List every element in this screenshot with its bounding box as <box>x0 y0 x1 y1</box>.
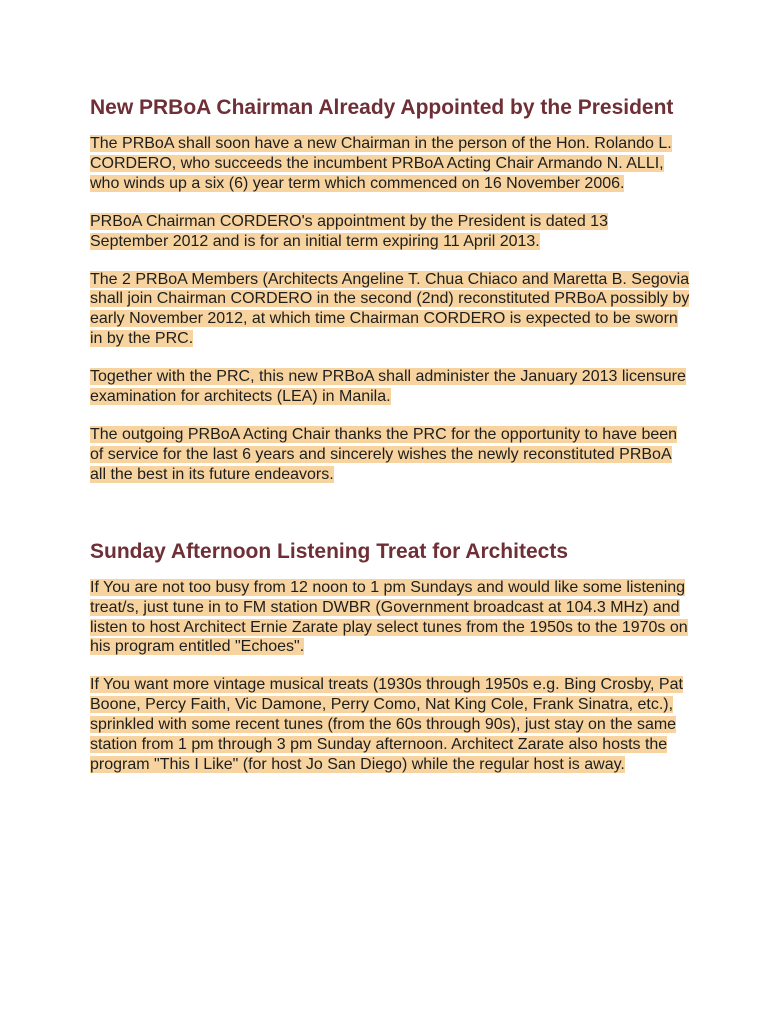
article1-paragraph-4: Together with the PRC, this new PRBoA shall administer the January 2013 licensure examination for architects (LEA) in Manila. <box>90 368 686 406</box>
article2-paragraph-2: If You want more vintage musical treats (1930s through 1950s e.g. Bing Crosby, Pat Boone, Percy Faith, Vic Damone, Perry Como, Nat King Cole, Frank Sinatra, etc.), sprinkled with some recent tunes (from the 60s through 90s), just stay on the same station from 1 pm through 3 pm Sunday afternoon. Architect Zarate also hosts the program "This I Like" (for host Jo San Diego) while the regular host is away. <box>90 676 683 773</box>
article1-paragraph-1: The PRBoA shall soon have a new Chairman in the person of the Hon. Rolando L. CORDERO, who succeeds the incumbent PRBoA Acting Chair Armando N. ALLI, who winds up a six (6) year term which commenced on 16 November 2006. <box>90 135 672 192</box>
article-title-prboa-chairman: New PRBoA Chairman Already Appointed by the President <box>90 96 674 119</box>
article-title-listening-treat: Sunday Afternoon Listening Treat for Architects <box>90 539 568 563</box>
article1-paragraph-5: The outgoing PRBoA Acting Chair thanks the PRC for the opportunity to have been of service for the last 6 years and sincerely wishes the newly reconstituted PRBoA all the best in its future endeavors. <box>90 425 678 483</box>
document-page <box>90 90 690 775</box>
article2-paragraph-1: If You are not too busy from 12 noon to 1 pm Sundays and would like some listening treat/s, just tune in to FM station DWBR (Government broadcast at 104.3 MHz) and listen to host Architect Ernie Zarate play select tunes from the 1950s to the 1970s on his program entitled "Echoes". <box>90 578 688 656</box>
article1-paragraph-3: The 2 PRBoA Members (Architects Angeline T. Chua Chiaco and Maretta B. Segovia shall join Chairman CORDERO in the second (2nd) reconstituted PRBoA possibly by early November 2012, at which time Chairman CORDERO is expected to be sworn in by the PRC. <box>90 270 690 348</box>
article1-paragraph-2: PRBoA Chairman CORDERO's appointment by the President is dated 13 September 2012 and is for an initial term expiring 11 April 2013. <box>90 212 608 250</box>
